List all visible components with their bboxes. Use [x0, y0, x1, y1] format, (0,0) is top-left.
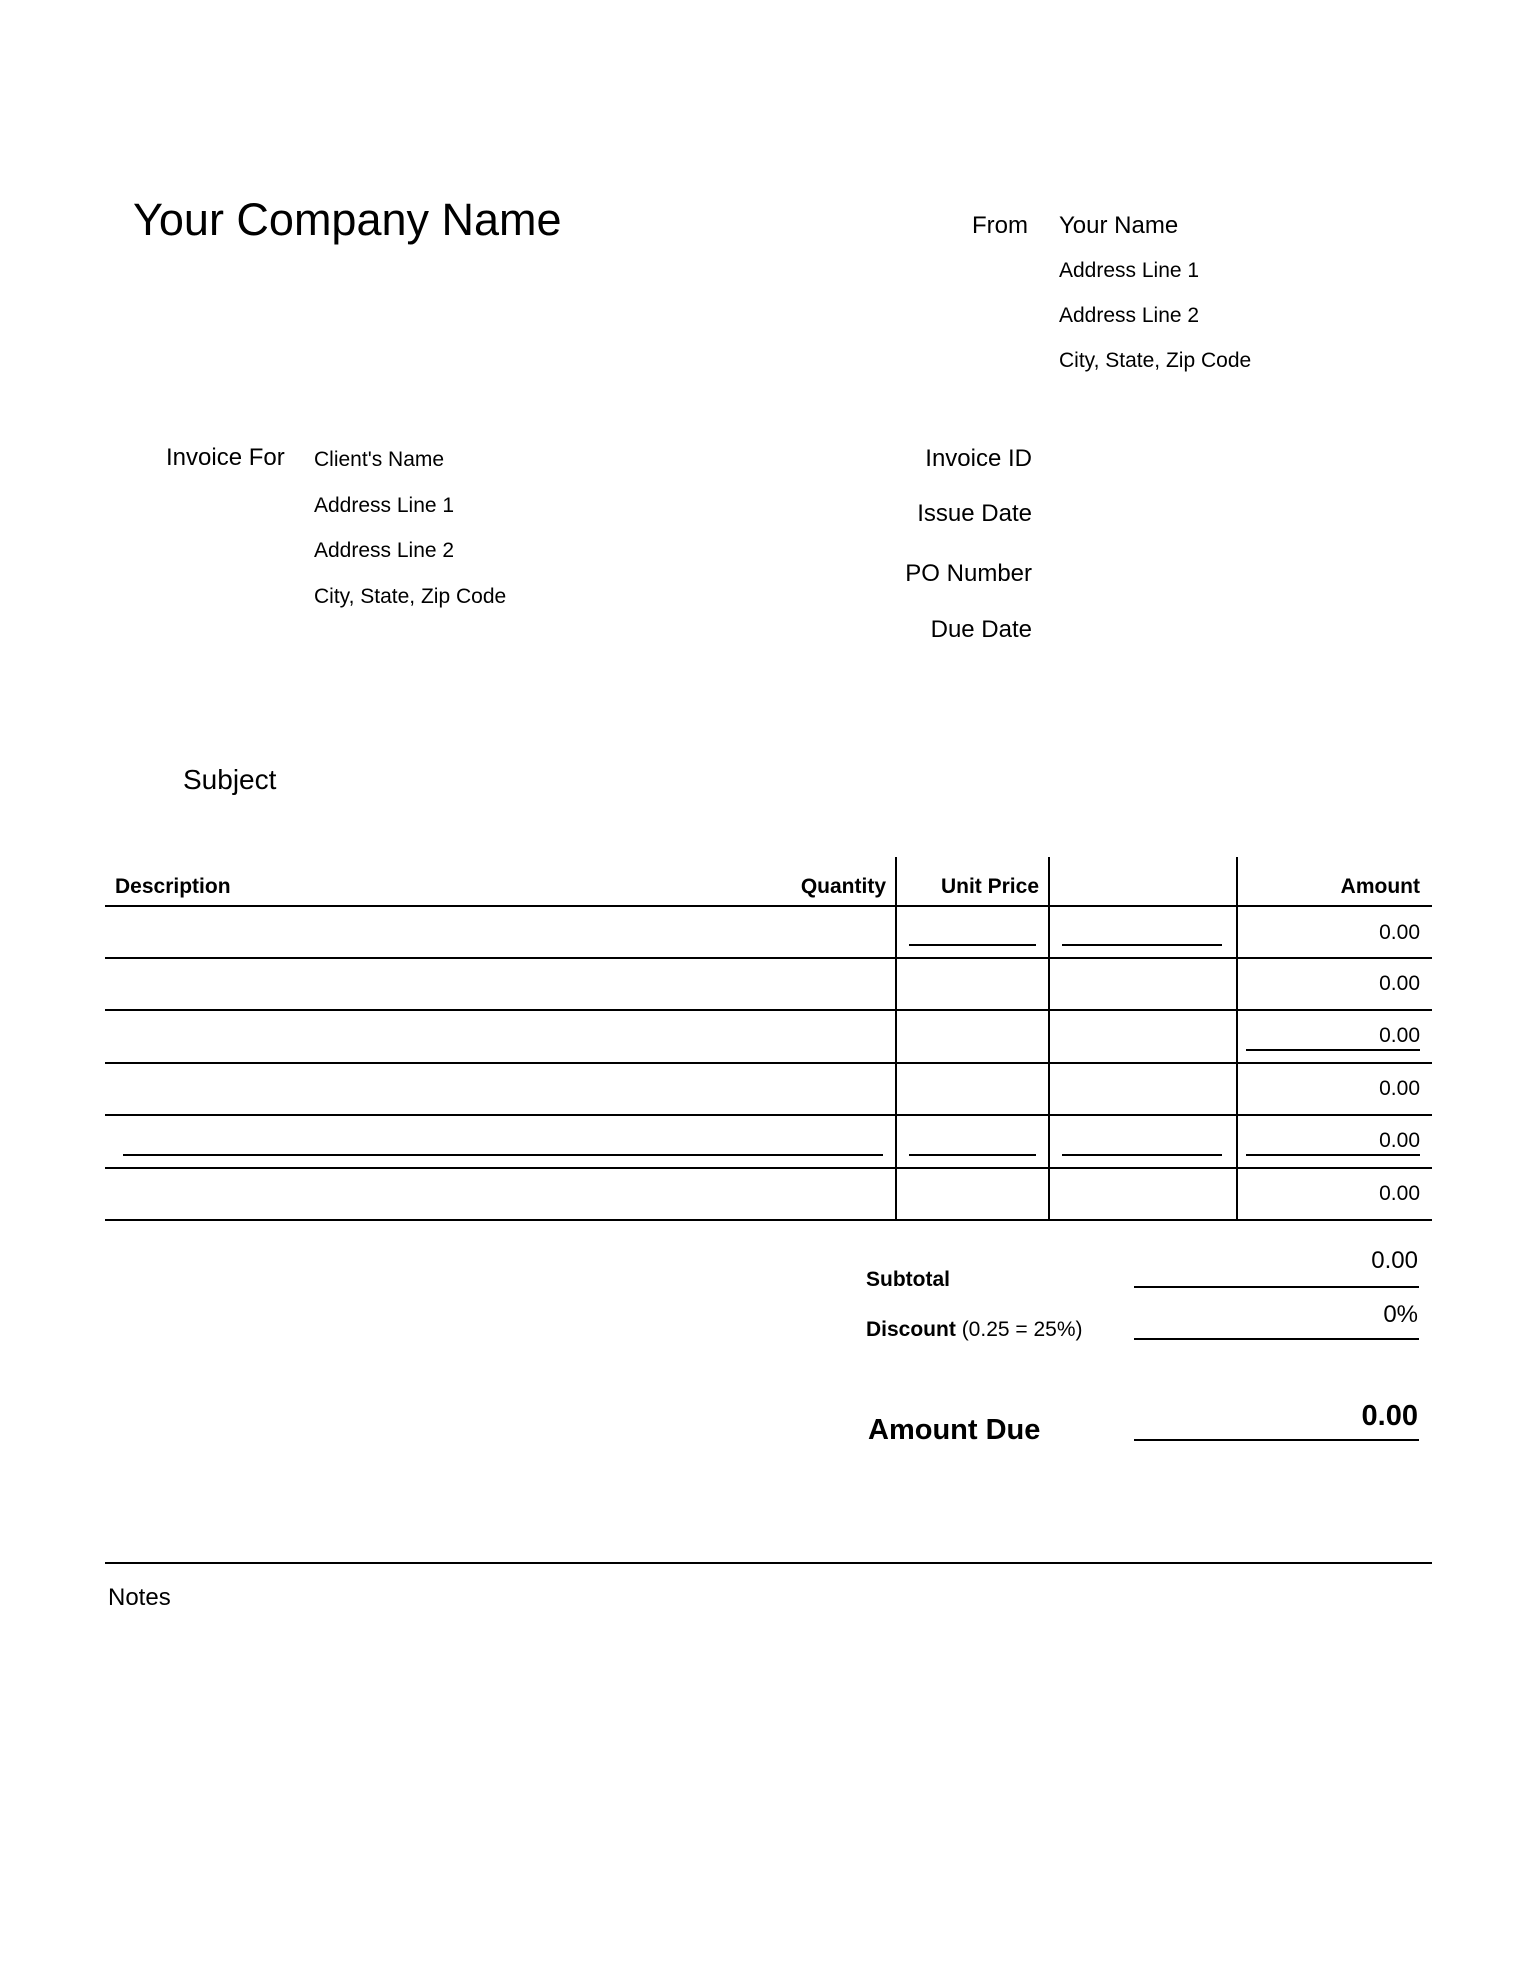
from-address-line-2-field[interactable]: Address Line 2: [1059, 304, 1200, 327]
quantity-input-row-1[interactable]: [909, 944, 1036, 946]
column-header-amount: Amount: [1340, 875, 1420, 898]
amount-due-value: 0.00: [1361, 1400, 1418, 1432]
discount-label-text: Discount: [866, 1318, 956, 1341]
unit-price-input-row-1[interactable]: [1062, 944, 1222, 946]
discount-label: [866, 1316, 1083, 1344]
client-address-line-2-field[interactable]: Address Line 2: [314, 539, 455, 562]
amount-cell-row-2: 0.00: [1379, 972, 1420, 995]
row-divider: [105, 1114, 1432, 1116]
discount-value-field[interactable]: 0%: [1383, 1301, 1418, 1328]
notes-divider: [105, 1562, 1432, 1564]
subtotal-underline: [1134, 1286, 1419, 1288]
amount-cell-row-1: 0.00: [1379, 921, 1420, 944]
from-address-block: [1059, 210, 1251, 390]
invoice-id-label: Invoice ID: [925, 445, 1032, 472]
table-bottom-line: [105, 1219, 1432, 1221]
po-number-label: PO Number: [905, 560, 1032, 587]
issue-date-label: Issue Date: [917, 500, 1032, 527]
amount-cell-row-5: 0.00: [1379, 1129, 1420, 1152]
amount-due-label: Amount Due: [868, 1414, 1041, 1446]
from-city-state-zip-field[interactable]: City, State, Zip Code: [1059, 349, 1252, 372]
description-input-row-5[interactable]: [123, 1154, 883, 1156]
header-divider: [105, 905, 1432, 907]
from-label: From: [972, 212, 1028, 239]
invoice-for-label: Invoice For: [166, 444, 285, 471]
from-address-line-1-field[interactable]: Address Line 1: [1059, 259, 1200, 282]
notes-label[interactable]: Notes: [108, 1584, 171, 1611]
quantity-input-row-5[interactable]: [909, 1154, 1036, 1156]
amount-cell-row-4: 0.00: [1379, 1077, 1420, 1100]
column-header-description: Description: [115, 875, 231, 898]
amount-cell-row-6: 0.00: [1379, 1182, 1420, 1205]
client-name-field[interactable]: Client's Name: [314, 448, 445, 471]
unit-price-input-row-5[interactable]: [1062, 1154, 1222, 1156]
line-items-table: [105, 857, 1432, 1221]
discount-underline: [1134, 1338, 1419, 1340]
discount-hint: (0.25 = 25%): [961, 1318, 1083, 1341]
row-divider: [105, 1167, 1432, 1169]
row-divider: [105, 1062, 1432, 1064]
subtotal-value: 0.00: [1371, 1247, 1418, 1274]
column-header-quantity: Quantity: [800, 875, 886, 898]
amount-cell-row-3: 0.00: [1379, 1024, 1420, 1047]
row-divider: [105, 957, 1432, 959]
subject-label: Subject: [183, 764, 277, 795]
company-name[interactable]: Your Company Name: [133, 194, 562, 245]
column-header-unit-price: Unit Price: [940, 875, 1039, 898]
client-address-line-1-field[interactable]: Address Line 1: [314, 493, 455, 517]
from-name-field[interactable]: Your Name: [1059, 212, 1179, 239]
client-city-state-zip-field[interactable]: City, State, Zip Code: [314, 584, 507, 608]
subtotal-label: Subtotal: [866, 1268, 950, 1291]
amount-due-underline: [1134, 1439, 1419, 1441]
client-address-block: [314, 444, 506, 626]
due-date-label: Due Date: [930, 616, 1032, 643]
row-divider: [105, 1009, 1432, 1011]
